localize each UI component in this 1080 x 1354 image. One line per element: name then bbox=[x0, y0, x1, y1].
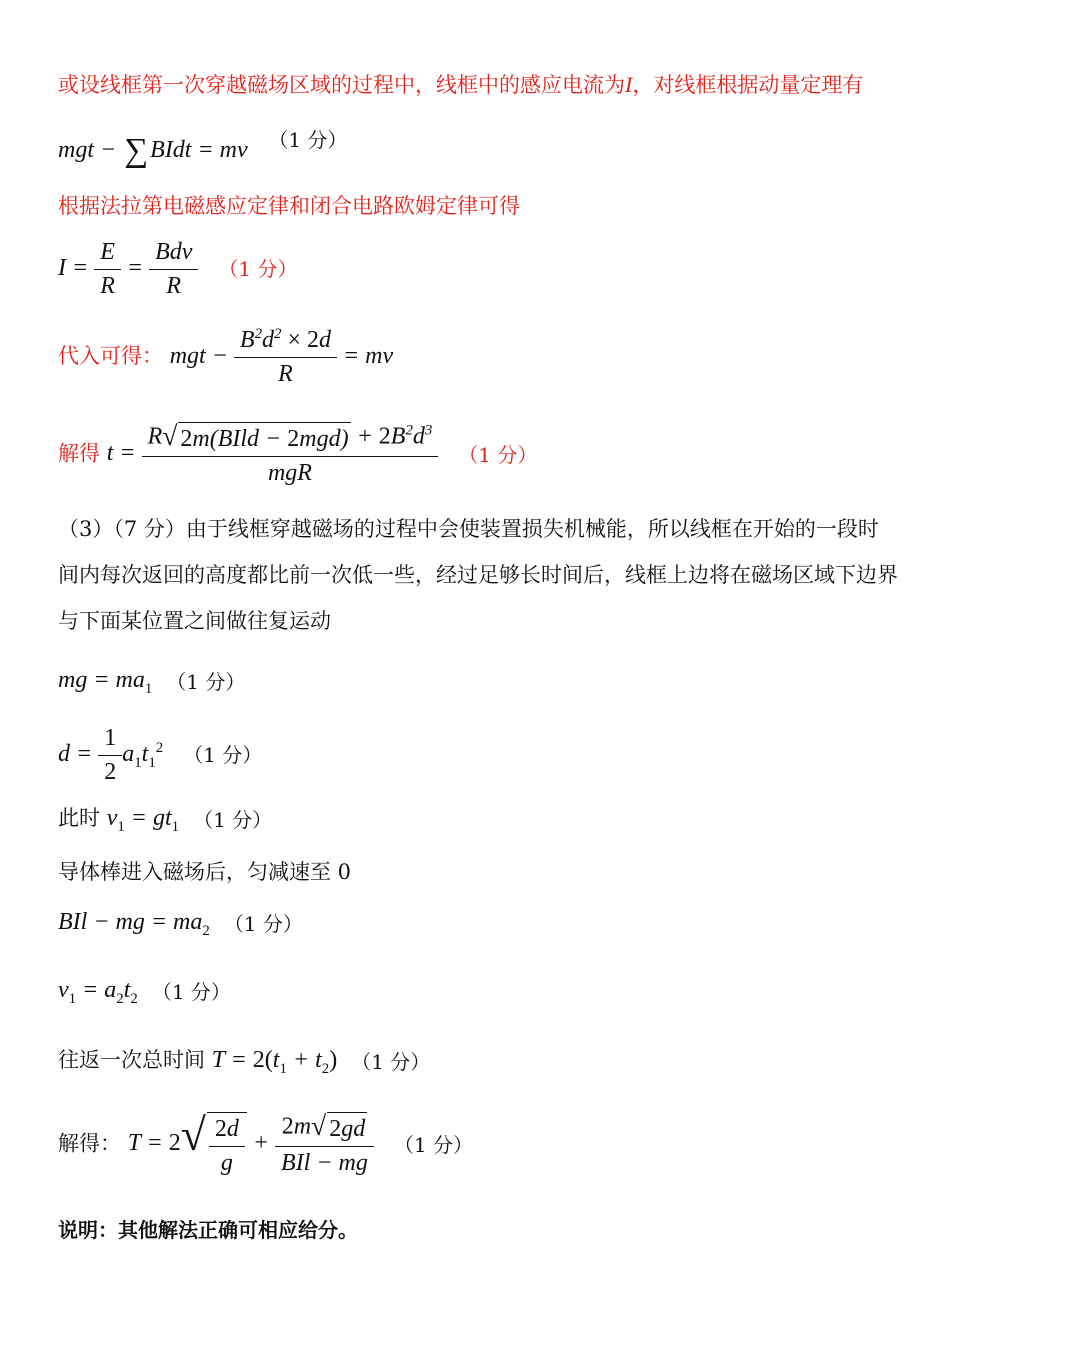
equation-velocity-2: $v_1 = a_2t_2$ （1 分） bbox=[58, 977, 231, 1007]
paragraph-part3: （3）（7 分）由于线框穿越磁场的过程中会使装置损失机械能，所以线框在开始的一段时 间内每次返回的高度都比前一次低一些，经过足够长时间后，线框上边将在磁场区域下边界 与下面某位置之间做往复运动 bbox=[58, 517, 898, 633]
equation-time-solution: 解得 t = R √ 2m(BIld − 2mgd) + $2B^2d^3$ mgR （1 分） bbox=[58, 420, 538, 486]
equation-substitution: 代入可得： mgt − $\frac{B^2d^2 \times 2d}{R}$ = mv bbox=[58, 326, 394, 387]
equation-displacement: d = $\frac{1}{2}$ $a_1t_1^2$ （1 分） bbox=[58, 725, 263, 785]
text-line-momentum-intro: 或设线框第一次穿越磁场区域的过程中，线框中的感应电流为I，对线框根据动量定理有 bbox=[58, 72, 864, 97]
text-line-enter-field: 导体棒进入磁场后，匀减速至 0 bbox=[58, 860, 352, 884]
equation-period-definition: 往返一次总时间 $T = 2(t_1 + t_2)$ （1 分） bbox=[58, 1047, 431, 1077]
equation-period-solution: 解得： T = 2 √ $\frac{2d}{g}$ + 2m √ 2gd BIl − mg （1 分） bbox=[58, 1109, 473, 1176]
equation-momentum: mgt − ∑BIdt = mv （1 分） bbox=[58, 128, 348, 170]
equation-newton-1: mg = $ma_1$ （1 分） bbox=[58, 667, 246, 697]
text-line-faraday: 根据法拉第电磁感应定律和闭合电路欧姆定律可得 bbox=[58, 194, 520, 218]
equation-newton-2: BIl − mg = $ma_2$ （1 分） bbox=[58, 909, 303, 939]
equation-velocity-1: 此时 $v_1 = gt_1$ （1 分） bbox=[58, 805, 273, 835]
note-alternative-solutions: 说明：其他解法正确可相应给分。 bbox=[58, 1218, 358, 1242]
equation-current: I = $\frac{E}{R}$ = $\frac{\text{Bdv}}{R}$ （1 分） bbox=[58, 239, 298, 299]
